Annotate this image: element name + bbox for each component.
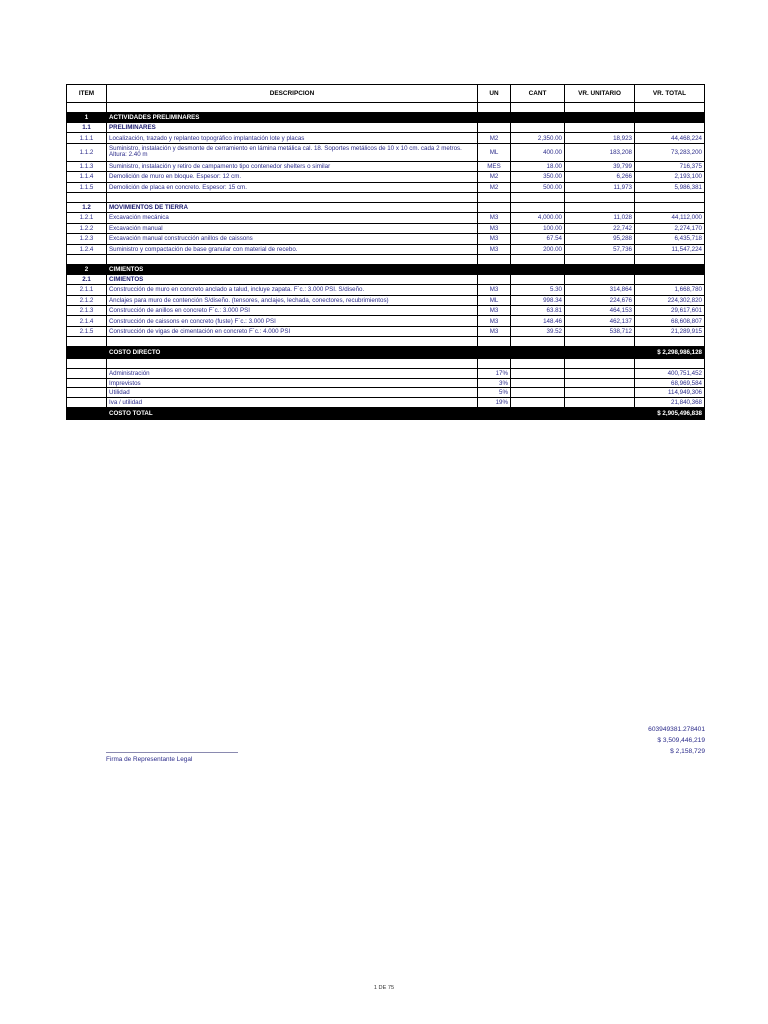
item-row	[67, 234, 705, 244]
cell-item	[67, 407, 107, 419]
cell-un	[478, 254, 511, 264]
cell-descripcion: Utilidad	[107, 388, 478, 398]
cell-un: ML	[478, 143, 511, 161]
cell-vr-total	[635, 254, 705, 264]
item-row	[67, 143, 705, 161]
cell-descripcion: Localización, trazado y replanteo topográfico implantación lote y placas	[107, 133, 478, 143]
header-cant: CANT	[511, 85, 565, 103]
cell-descripcion	[107, 192, 478, 202]
cell-vr-unitario: 6,266	[565, 172, 635, 182]
cell-vr-unitario	[565, 123, 635, 133]
header-descripcion: DESCRIPCION	[107, 85, 478, 103]
cell-cant: 148.46	[511, 316, 565, 326]
cell-un: M3	[478, 223, 511, 233]
header-vr-unitario: VR. UNITARIO	[565, 85, 635, 103]
cell-descripcion: Demolición de muro en bloque. Espesor: 12 cm.	[107, 172, 478, 182]
cell-vr-total	[635, 359, 705, 369]
cell-un	[478, 123, 511, 133]
cell-un: ML	[478, 295, 511, 305]
cell-un	[478, 202, 511, 212]
cell-item: 2	[67, 264, 107, 274]
cell-un	[478, 407, 511, 419]
cell-item: 1.1.4	[67, 172, 107, 182]
cell-item: 1.2.4	[67, 244, 107, 254]
cell-cant	[511, 274, 565, 284]
cell-vr-total: 2,193,100	[635, 172, 705, 182]
cell-un	[478, 264, 511, 274]
signature-line	[106, 752, 238, 753]
cell-vr-unitario	[565, 347, 635, 359]
cell-vr-total: 1,668,780	[635, 285, 705, 295]
cell-vr-unitario	[565, 388, 635, 398]
summary-row	[67, 388, 705, 398]
cell-un: 5%	[478, 388, 511, 398]
cell-vr-total: 6,435,718	[635, 234, 705, 244]
cell-cant	[511, 407, 565, 419]
cell-cant	[511, 347, 565, 359]
cell-vr-unitario	[565, 337, 635, 347]
cell-un	[478, 347, 511, 359]
cell-cant: 200.00	[511, 244, 565, 254]
cell-vr-total: 716,375	[635, 161, 705, 171]
cell-item	[67, 254, 107, 264]
cell-descripcion: CIMIENTOS	[107, 274, 478, 284]
cell-descripcion: Suministro, instalación y retiro de campamento tipo contenedor shelters o similar	[107, 161, 478, 171]
cell-un	[478, 103, 511, 113]
cell-un	[478, 274, 511, 284]
cell-vr-total	[635, 337, 705, 347]
cell-un: M3	[478, 285, 511, 295]
cell-un: M3	[478, 316, 511, 326]
footer-number-1: 603949381.278401	[648, 726, 705, 733]
cell-item	[67, 359, 107, 369]
item-row	[67, 285, 705, 295]
item-row	[67, 161, 705, 171]
cell-vr-unitario: 57,736	[565, 244, 635, 254]
cell-vr-total: 68,969,584	[635, 378, 705, 388]
cell-vr-unitario	[565, 103, 635, 113]
cell-descripcion: Imprevistos	[107, 378, 478, 388]
cell-un	[478, 192, 511, 202]
cell-vr-unitario	[565, 369, 635, 379]
cell-descripcion	[107, 103, 478, 113]
cell-vr-unitario: 95,288	[565, 234, 635, 244]
header-un: UN	[478, 85, 511, 103]
cell-cant: 998.34	[511, 295, 565, 305]
cell-item: 1.1.2	[67, 143, 107, 161]
signature-label: Firma de Representante Legal	[106, 756, 193, 763]
cell-vr-unitario	[565, 202, 635, 212]
item-row	[67, 244, 705, 254]
cell-descripcion: Excavación manual	[107, 223, 478, 233]
cell-vr-unitario	[565, 274, 635, 284]
cell-cant: 63.81	[511, 306, 565, 316]
cell-un	[478, 337, 511, 347]
cell-cant: 4,000.00	[511, 213, 565, 223]
cell-vr-total: 2,274,170	[635, 223, 705, 233]
cell-cant	[511, 103, 565, 113]
cell-cant	[511, 337, 565, 347]
cell-vr-unitario: 22,742	[565, 223, 635, 233]
cell-item: 2.1.4	[67, 316, 107, 326]
cell-descripcion: Demolición de placa en concreto. Espesor: 15 cm.	[107, 182, 478, 192]
item-row	[67, 326, 705, 336]
cell-vr-unitario: 314,864	[565, 285, 635, 295]
cell-vr-total	[635, 192, 705, 202]
cell-vr-unitario: 39,799	[565, 161, 635, 171]
cell-descripcion: Construcción de caissons en concreto (fuste) F´c.: 3.000 PSI	[107, 316, 478, 326]
cell-vr-total	[635, 103, 705, 113]
cell-descripcion: COSTO TOTAL	[107, 407, 478, 419]
cell-descripcion: Anclajes para muro de contención S/diseño. (tensores, anclajes, lechada, conectores, recubrimientos)	[107, 295, 478, 305]
cell-descripcion: Construcción de muro en concreto anclado a talud, incluye zapata. F´c.: 3.000 PSI. S/diseño.	[107, 285, 478, 295]
subchapter-row	[67, 202, 705, 212]
cell-cant: 18.00	[511, 161, 565, 171]
cell-descripcion: Excavación manual construcción anillos de caissons	[107, 234, 478, 244]
cell-descripcion: Construcción de anillos en concreto F´c.: 3.000 PSI	[107, 306, 478, 316]
cell-descripcion	[107, 359, 478, 369]
cell-vr-unitario: 224,676	[565, 295, 635, 305]
cell-item: 2.1	[67, 274, 107, 284]
footer-number-2: $ 3,509,446,219	[657, 737, 705, 744]
cell-item	[67, 337, 107, 347]
cell-vr-unitario: 11,973	[565, 182, 635, 192]
cell-item	[67, 347, 107, 359]
cell-un: 19%	[478, 398, 511, 408]
cell-descripcion: Suministro y compactación de base granular con material de recebo.	[107, 244, 478, 254]
cell-vr-total	[635, 264, 705, 274]
cell-cant	[511, 378, 565, 388]
cell-item: 1.1	[67, 123, 107, 133]
cell-item: 2.1.1	[67, 285, 107, 295]
cell-un: MES	[478, 161, 511, 171]
cell-descripcion	[107, 337, 478, 347]
cell-cant: 67.54	[511, 234, 565, 244]
cell-vr-unitario	[565, 264, 635, 274]
cell-item: 1	[67, 113, 107, 123]
item-row	[67, 172, 705, 182]
cell-descripcion	[107, 254, 478, 264]
cell-un: M3	[478, 306, 511, 316]
cell-descripcion: PRELIMINARES	[107, 123, 478, 133]
cell-item	[67, 388, 107, 398]
cell-vr-total: 44,112,000	[635, 213, 705, 223]
cell-vr-total: 68,608,807	[635, 316, 705, 326]
cell-un: M2	[478, 133, 511, 143]
cell-cant: 2,350.00	[511, 133, 565, 143]
cell-vr-total	[635, 113, 705, 123]
cell-vr-unitario: 18,923	[565, 133, 635, 143]
cell-vr-total: 224,302,820	[635, 295, 705, 305]
cell-vr-total	[635, 123, 705, 133]
cell-item: 1.2.2	[67, 223, 107, 233]
cell-cant	[511, 254, 565, 264]
blank-row	[67, 192, 705, 202]
cell-vr-unitario: 11,028	[565, 213, 635, 223]
cell-vr-unitario	[565, 113, 635, 123]
cell-vr-unitario: 462,137	[565, 316, 635, 326]
subchapter-row	[67, 274, 705, 284]
blank-row	[67, 103, 705, 113]
cell-vr-total: 21,289,915	[635, 326, 705, 336]
cell-item: 1.1.1	[67, 133, 107, 143]
cell-cant	[511, 192, 565, 202]
cell-un: 3%	[478, 378, 511, 388]
cell-vr-total: 21,840,368	[635, 398, 705, 408]
cell-un: M3	[478, 234, 511, 244]
cell-un: 17%	[478, 369, 511, 379]
cell-descripcion: Construcción de vigas de cimentación en concreto F´c.: 4.000 PSI	[107, 326, 478, 336]
cell-un: M3	[478, 244, 511, 254]
cell-vr-total: 11,547,224	[635, 244, 705, 254]
page-number: 1 DE 75	[373, 985, 395, 991]
cell-descripcion: MOVIMIENTOS DE TIERRA	[107, 202, 478, 212]
cell-cant: 500.00	[511, 182, 565, 192]
cell-descripcion: COSTO DIRECTO	[107, 347, 478, 359]
item-row	[67, 213, 705, 223]
cell-descripcion: Administración	[107, 369, 478, 379]
cell-cant	[511, 398, 565, 408]
cell-descripcion: Suministro, instalación y desmonte de cerramiento en lámina metálica cal. 18. Soportes metálicos de 10 x 10 cm. cada 2 metros. Altura: 2.40 m	[107, 143, 478, 161]
cell-item: 2.1.3	[67, 306, 107, 316]
cell-un	[478, 359, 511, 369]
cell-vr-total	[635, 274, 705, 284]
cell-cant	[511, 369, 565, 379]
item-row	[67, 182, 705, 192]
cell-cant: 5.30	[511, 285, 565, 295]
cell-cant: 400.00	[511, 143, 565, 161]
cell-vr-unitario: 538,712	[565, 326, 635, 336]
cell-un	[478, 113, 511, 123]
cell-descripcion: Iva / utilidad	[107, 398, 478, 408]
cell-item	[67, 103, 107, 113]
cell-item	[67, 192, 107, 202]
cell-vr-total: 73,283,200	[635, 143, 705, 161]
cell-item	[67, 369, 107, 379]
item-row	[67, 133, 705, 143]
cell-cant	[511, 113, 565, 123]
cell-vr-unitario	[565, 192, 635, 202]
cell-un: M3	[478, 213, 511, 223]
header-item: ITEM	[67, 85, 107, 103]
cell-cant: 350.00	[511, 172, 565, 182]
cell-item: 1.1.5	[67, 182, 107, 192]
cell-vr-total	[635, 202, 705, 212]
blank-row	[67, 337, 705, 347]
budget-table	[66, 84, 705, 420]
cell-item: 1.2	[67, 202, 107, 212]
cell-cant	[511, 388, 565, 398]
cell-cant	[511, 359, 565, 369]
item-row	[67, 306, 705, 316]
chapter-row	[67, 264, 705, 274]
chapter-row	[67, 113, 705, 123]
cell-vr-total: 400,751,452	[635, 369, 705, 379]
summary-row	[67, 378, 705, 388]
costo-total-row	[67, 407, 705, 419]
cell-item: 2.1.5	[67, 326, 107, 336]
cell-cant: 100.00	[511, 223, 565, 233]
blank-row	[67, 254, 705, 264]
cell-vr-total: 44,468,224	[635, 133, 705, 143]
cell-un: M2	[478, 182, 511, 192]
cell-vr-unitario: 183,208	[565, 143, 635, 161]
cell-vr-unitario	[565, 378, 635, 388]
subchapter-row	[67, 123, 705, 133]
item-row	[67, 223, 705, 233]
header-vr-total: VR. TOTAL	[635, 85, 705, 103]
footer-number-3: $ 2,158,729	[670, 748, 705, 755]
cell-vr-total: 114,949,306	[635, 388, 705, 398]
cell-item: 2.1.2	[67, 295, 107, 305]
cell-vr-total: $ 2,905,496,838	[635, 407, 705, 419]
cell-vr-total: $ 2,298,986,128	[635, 347, 705, 359]
summary-row	[67, 369, 705, 379]
cell-item: 1.2.1	[67, 213, 107, 223]
costo-directo-row	[67, 347, 705, 359]
cell-item	[67, 398, 107, 408]
cell-vr-unitario	[565, 254, 635, 264]
cell-cant	[511, 202, 565, 212]
cell-item: 1.2.3	[67, 234, 107, 244]
cell-item	[67, 378, 107, 388]
summary-row	[67, 398, 705, 408]
cell-descripcion: ACTIVIDADES PRELIMINARES	[107, 113, 478, 123]
item-row	[67, 295, 705, 305]
cell-vr-unitario	[565, 407, 635, 419]
cell-un: M3	[478, 326, 511, 336]
cell-cant	[511, 264, 565, 274]
item-row	[67, 316, 705, 326]
cell-item: 1.1.3	[67, 161, 107, 171]
cell-vr-unitario: 464,153	[565, 306, 635, 316]
cell-descripcion: Excavación mecánica	[107, 213, 478, 223]
cell-cant: 39.52	[511, 326, 565, 336]
cell-vr-total: 29,617,601	[635, 306, 705, 316]
cell-vr-unitario	[565, 359, 635, 369]
blank-row	[67, 359, 705, 369]
cell-vr-total: 5,986,381	[635, 182, 705, 192]
cell-un: M2	[478, 172, 511, 182]
header-row	[67, 85, 705, 103]
cell-vr-unitario	[565, 398, 635, 408]
cell-cant	[511, 123, 565, 133]
cell-descripcion: CIMIENTOS	[107, 264, 478, 274]
